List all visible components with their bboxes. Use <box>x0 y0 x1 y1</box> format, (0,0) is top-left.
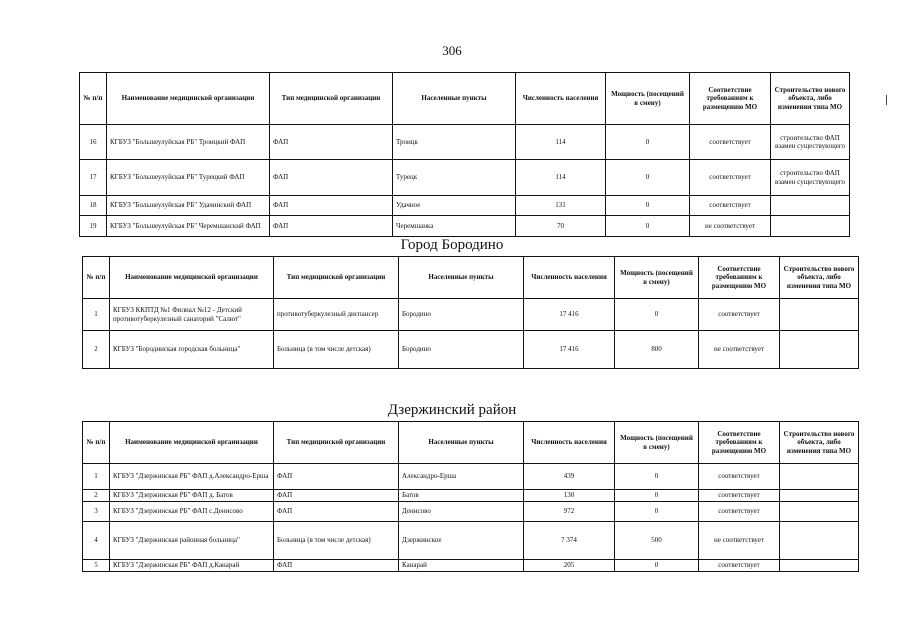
header-locality: Населенные пункты <box>393 73 516 125</box>
cell-population: 114 <box>516 125 606 160</box>
header-name: Наименование медицинской организации <box>110 422 274 464</box>
cell-capacity: 0 <box>606 196 690 216</box>
cell-name: КГБУЗ "Бородинская городская больница" <box>110 331 274 369</box>
cell-compliance: соответствует <box>699 560 780 572</box>
cell-population: 70 <box>516 216 606 237</box>
cell-capacity: 0 <box>615 560 699 572</box>
cell-compliance: соответствует <box>690 196 771 216</box>
cell-locality: Троицк <box>393 125 516 160</box>
cell-construction <box>780 464 859 490</box>
header-capacity: Мощность (посещений в смену) <box>606 73 690 125</box>
cell-type: противотуберкулезный диспансер <box>274 299 399 331</box>
cell-number: 1 <box>83 299 110 331</box>
cell-type: ФАП <box>270 125 393 160</box>
header-number: № п/п <box>83 422 110 464</box>
header-population: Численность населения <box>524 422 615 464</box>
cell-capacity: 0 <box>606 125 690 160</box>
header-type: Тип медицинской организации <box>274 257 399 299</box>
cell-capacity: 0 <box>615 502 699 522</box>
cell-population: 7 374 <box>524 522 615 560</box>
cell-capacity: 800 <box>615 331 699 369</box>
cell-locality: Удачное <box>393 196 516 216</box>
table-row <box>80 196 850 216</box>
cell-population: 972 <box>524 502 615 522</box>
cell-name: КГБУЗ ККПТД №1 Филиал №12 - Детский противотуберкулезный санаторий "Салют" <box>110 299 274 331</box>
header-name: Наименование медицинской организации <box>107 73 270 125</box>
header-compliance: Соответствие требованиям к размещению МО <box>699 257 780 299</box>
cell-locality: Турецк <box>393 160 516 196</box>
cell-capacity: 0 <box>615 490 699 502</box>
page-number: 306 <box>442 43 462 58</box>
cell-population: 17 416 <box>524 299 615 331</box>
cell-population: 17 416 <box>524 331 615 369</box>
header-number: № п/п <box>83 257 110 299</box>
cell-locality: Батов <box>399 490 524 502</box>
cell-name: КГБУЗ "Дзержинская РБ" ФАП д.Александро-Ерша <box>110 464 274 490</box>
cell-number: 16 <box>80 125 107 160</box>
cell-population: 205 <box>524 560 615 572</box>
header-compliance: Соответствие требованиям к размещению МО <box>690 73 771 125</box>
cell-construction <box>771 216 850 237</box>
header-population: Численность населения <box>516 73 606 125</box>
table-bolsheuluy <box>79 72 850 237</box>
cell-number: 17 <box>80 160 107 196</box>
cell-number: 5 <box>83 560 110 572</box>
cell-construction <box>780 490 859 502</box>
table-row <box>83 522 859 560</box>
cell-locality: Канарай <box>399 560 524 572</box>
header-locality: Населенные пункты <box>399 257 524 299</box>
cell-compliance: не соответствует <box>699 522 780 560</box>
cell-number: 3 <box>83 502 110 522</box>
header-type: Тип медицинской организации <box>274 422 399 464</box>
cell-construction <box>780 522 859 560</box>
table-row <box>83 490 859 502</box>
cell-name: КГБУЗ "Большеулуйская РБ" Турецкий ФАП <box>107 160 270 196</box>
cell-type: ФАП <box>274 560 399 572</box>
section-title-borodino: Город Бородино <box>400 237 504 253</box>
header-construction: Строительство нового объекта, либо изменения типа МО <box>771 73 850 125</box>
table-row <box>83 299 859 331</box>
cell-compliance: соответствует <box>699 490 780 502</box>
header-locality: Населенные пункты <box>399 422 524 464</box>
cell-name: КГБУЗ "Дзержинская районная больница" <box>110 522 274 560</box>
cell-population: 130 <box>524 490 615 502</box>
cell-construction <box>780 560 859 572</box>
cell-locality: Александро-Ерша <box>399 464 524 490</box>
cell-construction <box>771 196 850 216</box>
header-compliance: Соответствие требованиям к размещению МО <box>699 422 780 464</box>
table-dzerzhinsky <box>82 421 859 572</box>
cell-type: Больница (в том числе детская) <box>274 331 399 369</box>
header-type: Тип медицинской организации <box>270 73 393 125</box>
cell-compliance: соответствует <box>699 299 780 331</box>
cell-construction: строительство ФАП взамен существующего <box>771 125 850 160</box>
cell-capacity: 0 <box>615 464 699 490</box>
cell-population: 131 <box>516 196 606 216</box>
edge-mark <box>886 95 887 105</box>
header-construction: Строительство нового объекта, либо изменения типа МО <box>780 422 859 464</box>
cell-number: 2 <box>83 490 110 502</box>
cell-locality: Черемшанка <box>393 216 516 237</box>
cell-number: 2 <box>83 331 110 369</box>
header-population: Численность населения <box>524 257 615 299</box>
cell-compliance: соответствует <box>690 125 771 160</box>
table-row <box>83 464 859 490</box>
cell-population: 439 <box>524 464 615 490</box>
cell-locality: Бородино <box>399 331 524 369</box>
cell-type: ФАП <box>270 196 393 216</box>
cell-locality: Бородино <box>399 299 524 331</box>
header-number: № п/п <box>80 73 107 125</box>
cell-compliance: соответствует <box>699 464 780 490</box>
cell-capacity: 0 <box>606 160 690 196</box>
table-row <box>80 125 850 160</box>
section-title-dzerzhinsky: Дзержинский район <box>387 402 517 418</box>
cell-compliance: не соответствует <box>699 331 780 369</box>
header-capacity: Мощность (посещений в смену) <box>615 257 699 299</box>
cell-name: КГБУЗ "Большеулуйская РБ" Удачинский ФАП <box>107 196 270 216</box>
cell-compliance: не соответствует <box>690 216 771 237</box>
cell-type: ФАП <box>270 160 393 196</box>
cell-construction: строительство ФАП взамен существующего <box>771 160 850 196</box>
table-row <box>83 560 859 572</box>
cell-number: 4 <box>83 522 110 560</box>
cell-locality: Дзержинское <box>399 522 524 560</box>
cell-population: 114 <box>516 160 606 196</box>
cell-number: 18 <box>80 196 107 216</box>
cell-capacity: 0 <box>606 216 690 237</box>
table-row <box>80 160 850 196</box>
cell-name: КГБУЗ "Дзержинская РБ" ФАП д. Батов <box>110 490 274 502</box>
cell-name: КГБУЗ "Большеулуйская РБ" Черемшанский ФАП <box>107 216 270 237</box>
header-name: Наименование медицинской организации <box>110 257 274 299</box>
cell-number: 19 <box>80 216 107 237</box>
cell-locality: Денисово <box>399 502 524 522</box>
cell-type: Больница (в том числе детская) <box>274 522 399 560</box>
table-row <box>80 216 850 237</box>
cell-compliance: соответствует <box>690 160 771 196</box>
table-borodino <box>82 256 859 369</box>
cell-name: КГБУЗ "Большеулуйская РБ" Троицкий ФАП <box>107 125 270 160</box>
cell-construction <box>780 502 859 522</box>
cell-name: КГБУЗ "Дзержинская РБ" ФАП с.Денисово <box>110 502 274 522</box>
cell-type: ФАП <box>274 490 399 502</box>
cell-construction <box>780 299 859 331</box>
header-capacity: Мощность (посещений в смену) <box>615 422 699 464</box>
table-row <box>83 331 859 369</box>
cell-capacity: 0 <box>615 299 699 331</box>
cell-compliance: соответствует <box>699 502 780 522</box>
cell-construction <box>780 331 859 369</box>
cell-name: КГБУЗ "Дзержинская РБ" ФАП д.Канарай <box>110 560 274 572</box>
cell-type: ФАП <box>270 216 393 237</box>
table-row <box>83 502 859 522</box>
cell-number: 1 <box>83 464 110 490</box>
cell-type: ФАП <box>274 464 399 490</box>
cell-capacity: 500 <box>615 522 699 560</box>
header-construction: Строительство нового объекта, либо изменения типа МО <box>780 257 859 299</box>
cell-type: ФАП <box>274 502 399 522</box>
